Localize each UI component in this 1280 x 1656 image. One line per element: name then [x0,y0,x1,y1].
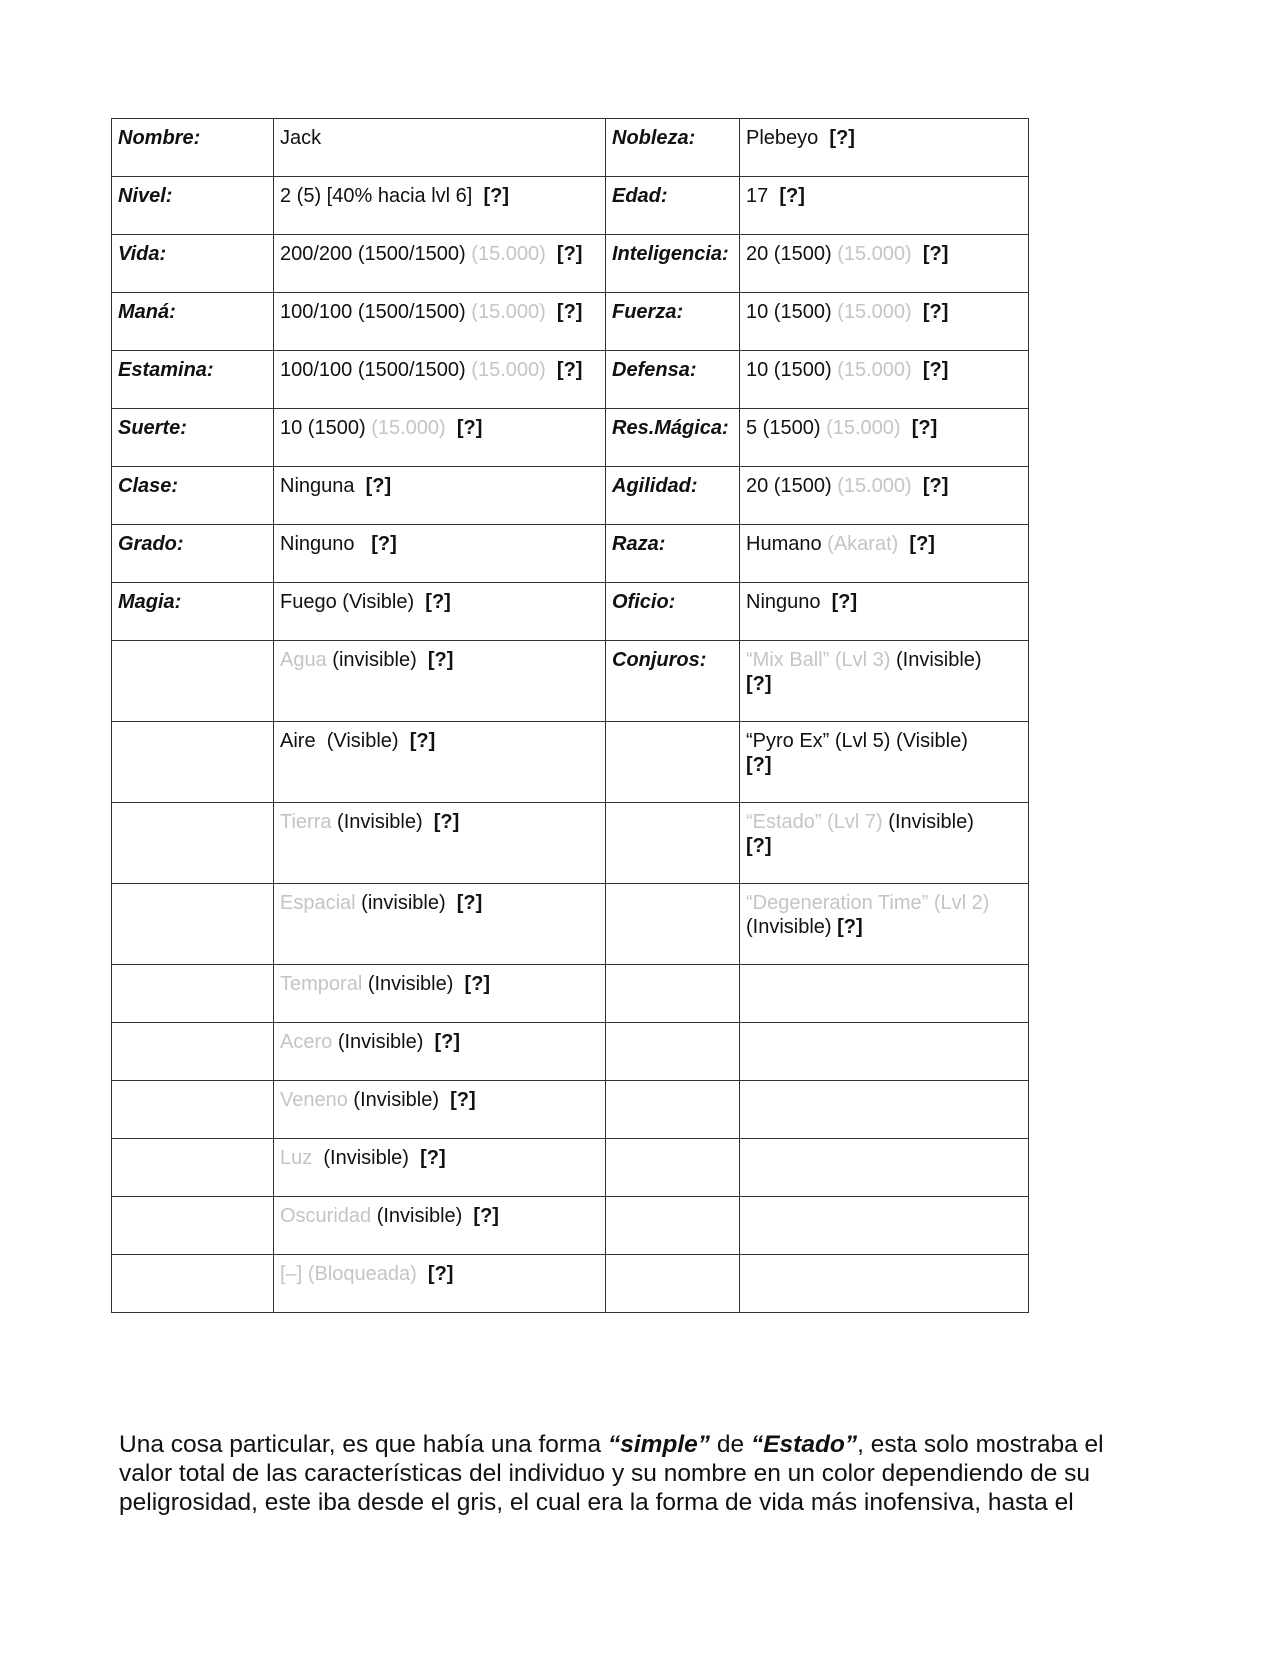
empty-cell [112,803,274,884]
row-clase [112,467,1029,525]
value-estamina: 100/100 (1500/1500) (15.000) [?] [274,351,606,409]
help-agilidad[interactable]: [?] [922,475,949,497]
magia-item: Aire (Visible) [?] [274,722,606,803]
empty-cell [606,1139,740,1197]
help-magia[interactable]: [?] [427,1263,454,1285]
magia-item: Veneno (Invisible) [?] [274,1081,606,1139]
help-conjuro[interactable]: [?] [746,754,772,776]
help-magia[interactable]: [?] [409,730,436,752]
help-magia[interactable]: [?] [464,973,491,995]
row-magia-acero [112,1023,1029,1081]
empty-cell [112,1023,274,1081]
help-conjuro[interactable]: [?] [837,916,863,938]
help-magia[interactable]: [?] [425,591,451,613]
label-fuerza: Fuerza: [606,293,740,351]
label-magia: Magia: [112,583,274,641]
label-raza: Raza: [606,525,740,583]
help-magia[interactable]: [?] [420,1147,446,1169]
row-magia-bloqueada [112,1255,1029,1313]
empty-cell [740,1139,1029,1197]
label-nobleza: Nobleza: [606,119,740,177]
row-grado [112,525,1029,583]
help-raza[interactable]: [?] [909,533,935,555]
label-conjuros: Conjuros: [606,641,740,722]
empty-cell [606,1255,740,1313]
help-fuerza[interactable]: [?] [922,301,949,323]
label-agilidad: Agilidad: [606,467,740,525]
help-vida[interactable]: [?] [556,243,583,265]
empty-cell [112,1139,274,1197]
magia-item: Fuego (Visible) [?] [274,583,606,641]
help-magia[interactable]: [?] [433,811,460,833]
label-nombre: Nombre: [112,119,274,177]
value-clase: Ninguna [?] [274,467,606,525]
value-defensa: 10 (1500) (15.000) [?] [740,351,1029,409]
label-vida: Vida: [112,235,274,293]
row-magia-agua [112,641,1029,722]
row-vida [112,235,1029,293]
label-defensa: Defensa: [606,351,740,409]
label-clase: Clase: [112,467,274,525]
row-magia-temporal [112,965,1029,1023]
magia-item: [–] (Bloqueada) [?] [274,1255,606,1313]
label-nivel: Nivel: [112,177,274,235]
empty-cell [606,722,740,803]
value-vida: 200/200 (1500/1500) (15.000) [?] [274,235,606,293]
empty-cell [112,641,274,722]
label-res-magica: Res.Mágica: [606,409,740,467]
help-oficio[interactable]: [?] [831,591,858,613]
empty-cell [740,1081,1029,1139]
help-nivel[interactable]: [?] [483,185,509,207]
empty-cell [740,1197,1029,1255]
value-mana: 100/100 (1500/1500) (15.000) [?] [274,293,606,351]
label-grado: Grado: [112,525,274,583]
row-magia-oscuridad [112,1197,1029,1255]
empty-cell [112,722,274,803]
empty-cell [112,1255,274,1313]
row-nombre [112,119,1029,177]
row-suerte [112,409,1029,467]
empty-cell [112,1081,274,1139]
help-estamina[interactable]: [?] [556,359,583,381]
character-status-table [111,118,1029,1313]
label-edad: Edad: [606,177,740,235]
conjuro-item: “Mix Ball” (Lvl 3) (Invisible) [?] [740,641,1029,722]
empty-cell [740,1255,1029,1313]
help-edad[interactable]: [?] [779,185,805,207]
help-defensa[interactable]: [?] [922,359,949,381]
empty-cell [112,965,274,1023]
help-mana[interactable]: [?] [556,301,583,323]
empty-cell [606,803,740,884]
help-magia[interactable]: [?] [434,1031,461,1053]
magia-item: Agua (invisible) [?] [274,641,606,722]
magia-item: Oscuridad (Invisible) [?] [274,1197,606,1255]
help-conjuro[interactable]: [?] [746,673,772,695]
help-inteligencia[interactable]: [?] [922,243,949,265]
value-edad: 17 [?] [740,177,1029,235]
value-suerte: 10 (1500) (15.000) [?] [274,409,606,467]
conjuro-item: “Degeneration Time” (Lvl 2) (Invisible) [?] [740,884,1029,965]
row-magia-veneno [112,1081,1029,1139]
help-grado[interactable]: [?] [371,533,397,555]
empty-cell [740,1023,1029,1081]
value-fuerza: 10 (1500) (15.000) [?] [740,293,1029,351]
value-nobleza: Plebeyo [?] [740,119,1029,177]
empty-cell [606,1081,740,1139]
value-res-magica: 5 (1500) (15.000) [?] [740,409,1029,467]
label-oficio: Oficio: [606,583,740,641]
help-nobleza[interactable]: [?] [829,127,855,149]
value-raza: Humano (Akarat) [?] [740,525,1029,583]
row-magia-tierra [112,803,1029,884]
value-inteligencia: 20 (1500) (15.000) [?] [740,235,1029,293]
value-oficio: Ninguno [?] [740,583,1029,641]
empty-cell [606,965,740,1023]
row-estamina [112,351,1029,409]
help-magia[interactable]: [?] [450,1089,476,1111]
value-nombre: Jack [274,119,606,177]
value-grado: Ninguno [?] [274,525,606,583]
magia-item: Acero (Invisible) [?] [274,1023,606,1081]
row-nivel [112,177,1029,235]
help-res-magica[interactable]: [?] [911,417,938,439]
conjuro-item: “Estado” (Lvl 7) (Invisible) [?] [740,803,1029,884]
empty-cell [112,1197,274,1255]
magia-item: Espacial (invisible) [?] [274,884,606,965]
label-mana: Maná: [112,293,274,351]
row-magia-aire [112,722,1029,803]
conjuro-item: “Pyro Ex” (Lvl 5) (Visible) [?] [740,722,1029,803]
empty-cell [112,884,274,965]
help-clase[interactable]: [?] [365,475,392,497]
body-paragraph: Una cosa particular, es que había una forma “simple” de “Estado”, esta solo mostraba el valor total de las características del individuo y su nombre en un color dependiendo de su peligrosidad, este iba desde el gris, el cual era la forma de vida más inofensiva, hasta el [119,1430,1104,1516]
label-suerte: Suerte: [112,409,274,467]
row-magia-luz [112,1139,1029,1197]
label-inteligencia: Inteligencia: [606,235,740,293]
value-agilidad: 20 (1500) (15.000) [?] [740,467,1029,525]
row-magia-espacial [112,884,1029,965]
label-estamina: Estamina: [112,351,274,409]
magia-item: Tierra (Invisible) [?] [274,803,606,884]
help-magia[interactable]: [?] [473,1205,499,1227]
empty-cell [606,1023,740,1081]
empty-cell [606,884,740,965]
value-nivel: 2 (5) [40% hacia lvl 6] [?] [274,177,606,235]
help-suerte[interactable]: [?] [456,417,483,439]
help-magia[interactable]: [?] [427,649,454,671]
magia-item: Luz (Invisible) [?] [274,1139,606,1197]
help-magia[interactable]: [?] [456,892,483,914]
magia-item: Temporal (Invisible) [?] [274,965,606,1023]
help-conjuro[interactable]: [?] [746,835,772,857]
empty-cell [740,965,1029,1023]
row-magia [112,583,1029,641]
empty-cell [606,1197,740,1255]
row-mana [112,293,1029,351]
